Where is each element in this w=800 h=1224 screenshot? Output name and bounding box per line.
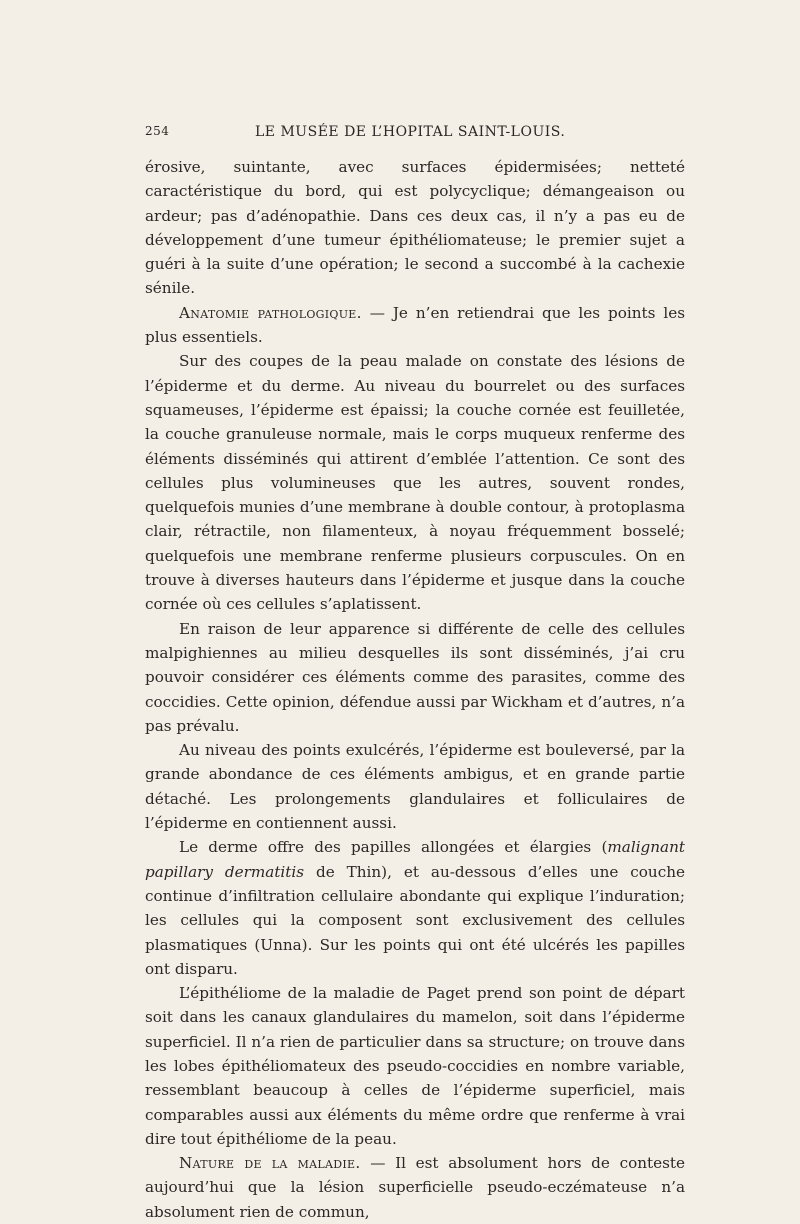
paragraph-6-rest: de Thin), et au-dessous d’elles une couche continue d’infiltration cellulaire abondante qui explique l’induration; les cellules qui la composent sont exclusivement des cellules plasmatiques (Unna). Sur les points qui ont été ulcérés les papilles ont disparu. [145, 862, 685, 978]
paragraph-5: Au niveau des points exulcérés, l’épiderme est bouleversé, par la grande abondance de ces éléments ambigus, et en grande partie détaché. Les prolongements glandulaires et folliculaires de l’épiderme en contiennent aussi. [145, 741, 685, 833]
paragraph-6 [145, 835, 685, 981]
paragraph-6-italic: malignant papillary dermatitis [145, 838, 685, 881]
paragraph-2-text: — Je n’en retiendrai que les points les plus essentiels. [145, 303, 686, 347]
paragraph-4: En raison de leur apparence si différente de celle des cellules malpighiennes au milieu desquelles ils sont disséminés, j’ai cru pouvoir considérer ces éléments comme des parasites, comme des coccidies. Cette opinion, défendue aussi par Wickham et d’autres, n’a pas prévalu. [145, 619, 685, 735]
running-title: LE MUSÉE DE L’HOPITAL SAINT-LOUIS. [255, 124, 566, 140]
paragraph-2 [145, 301, 685, 350]
body-text [145, 155, 685, 1224]
running-head [145, 124, 685, 146]
paragraph-8-text: — Il est absolument hors de conteste aujourd’hui que la lésion superficielle pseudo-eczémateuse n’a absolument rien de commun, [145, 1154, 685, 1221]
paragraph-1: érosive, suintante, avec surfaces épidermisées; netteté caractéristique du bord, qui est polycyclique; démangeaison ou ardeur; pas d’adénopathie. Dans ces deux cas, il n’y a pas eu de développement d’une tumeur épithéliomateuse; le premier sujet a guéri à la suite d’une opération; le second a succombé à la cachexie sénile. [145, 158, 685, 298]
page-number: 254 [145, 124, 170, 138]
paragraph-6-start: Le derme offre des papilles allongées et élargies ( [179, 838, 608, 857]
paragraph-7: L’épithéliome de la maladie de Paget prend son point de départ soit dans les canaux glandulaires du mamelon, soit dans l’épiderme superficiel. Il n’a rien de particulier dans sa structure; on trouve dans les lobes épithéliomateux des pseudo-coccidies en nombre variable, ressemblant beaucoup à celles de l’épiderme superficiel, mais comparables aussi aux éléments du même ordre que renferme à vrai dire tout épithéliome de la peau. [145, 984, 685, 1148]
section-heading-nature: Nature de la maladie. [179, 1154, 361, 1173]
section-heading-anatomie: Anatomie pathologique. [179, 303, 362, 322]
paragraph-3: Sur des coupes de la peau malade on constate des lésions de l’épiderme et du derme. Au niveau du bourrelet ou des surfaces squameuses, l’épiderme est épaissi; la couche cornée est feuilletée, la couche granuleuse normale, mais le corps muqueux renferme des éléments disséminés qui attirent d’emblée l’attention. Ce sont des cellules plus volumineuses que les autres, souvent rondes, quelquefois munies d’une membrane à double contour, à protoplasma clair, rétractile, non filamenteux, à noyau fréquemment bosselé; quelquefois une membrane renferme plusieurs corpuscules. On en trouve à diverses hauteurs dans l’épiderme et jusque dans la couche cornée où ces cellules s’aplatissent. [145, 352, 685, 614]
paragraph-8 [145, 1151, 685, 1224]
